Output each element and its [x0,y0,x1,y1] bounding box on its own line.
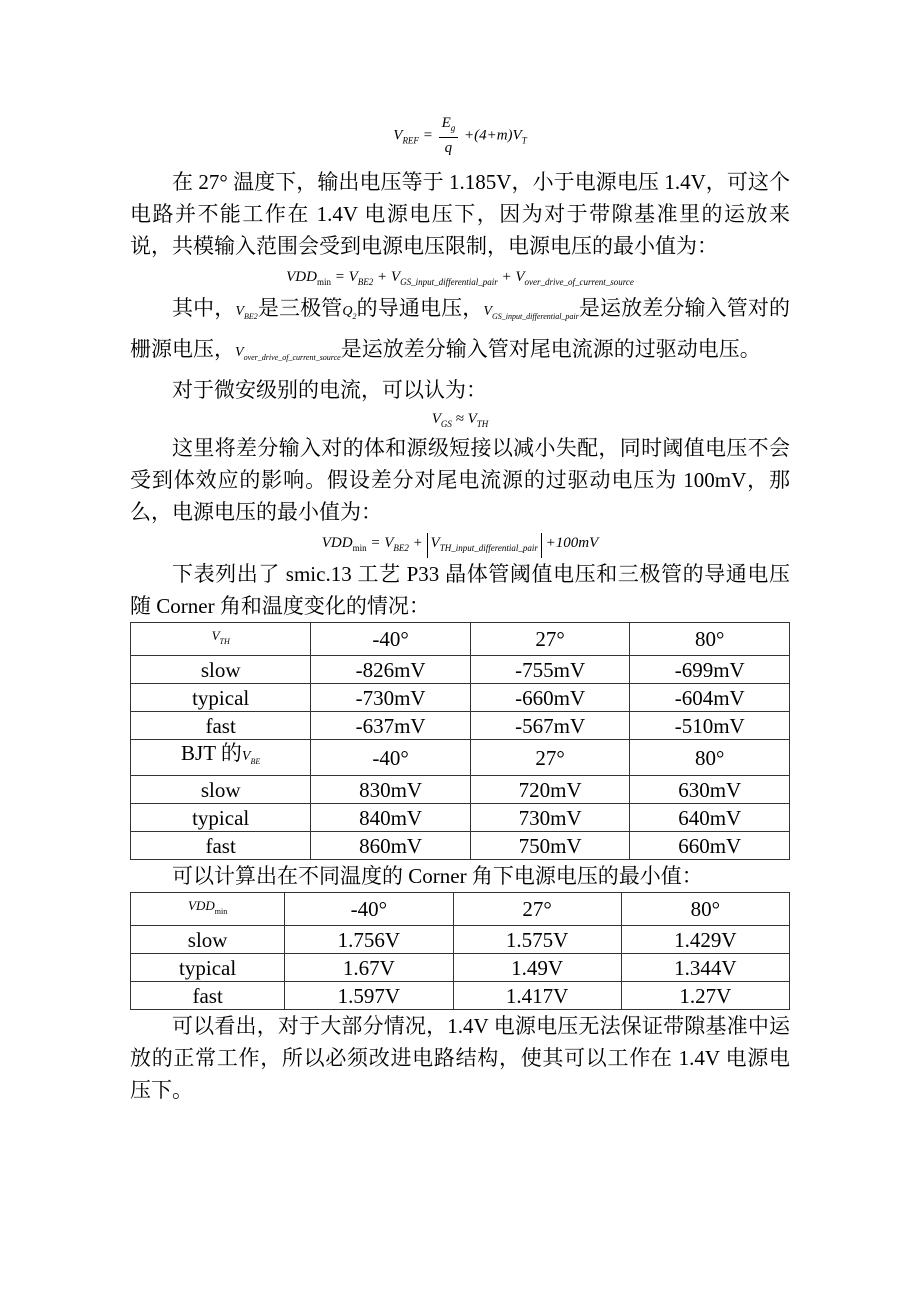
paragraph-1: 在 27° 温度下，输出电压等于 1.185V，小于电源电压 1.4V，可这个电路并不能工作在 1.4V 电源电压下，因为对于带隙基准里的运放来说，共模输入范围会受到电源电压限制，电源电压的最小值为： [130,170,790,258]
equation-vgs-approx: $V_{GS} \approx V_{TH}$ [431,411,489,429]
table-row: typical -730mV -660mV -604mV [131,684,790,712]
table-header-cell: -40° [285,893,453,926]
paragraph-7: 可以看出，对于大部分情况，1.4V 电源电压无法保证带隙基准中运放的正常工作，所以必须改进电路结构，使其可以工作在 1.4V 电源电压下。 [130,1014,790,1102]
table-header-cell: 80° [630,740,790,776]
table-header-cell: BJT 的$V_{BE}$ [131,740,311,776]
paragraph-4: 这里将差分输入对的体和源级短接以减小失配，同时阈值电压不会受到体效应的影响。假设差分对尾电流源的过驱动电压为 100mV，那么，电源电压的最小值为： [130,436,790,524]
table-header-cell: -40° [311,623,471,656]
table-row: slow 830mV 720mV 630mV [131,776,790,804]
table-row: fast -637mV -567mV -510mV [131,712,790,740]
table-header-row [131,623,790,656]
table-header-cell: 80° [621,893,789,926]
table-header-cell: $V_{TH}$ [131,623,311,656]
table-header-row [131,893,790,926]
fraction: $\frac{E_g}{q}$ [439,114,459,158]
table-row: typical 1.67V 1.49V 1.344V [131,954,790,982]
table-header-cell: $VDD_{min}$ [131,893,285,926]
table-header-row [131,740,790,776]
vdd-min-table [130,892,790,1010]
table-header-cell: -40° [311,740,471,776]
absolute-value: $V_{TH\_input\_differential\_pair}$ [427,533,542,558]
equation-vdd-min-2: $VDD_{min} = V_{BE2} + V_{TH\_input\_differential\_pair} +100mV$ [130,528,790,558]
document-page [130,100,790,1106]
table-header-cell: 27° [453,893,621,926]
table-row: fast 860mV 750mV 660mV [131,832,790,860]
table-row: fast 1.597V 1.417V 1.27V [131,982,790,1010]
table-row: slow -826mV -755mV -699mV [131,656,790,684]
table-row: typical 840mV 730mV 640mV [131,804,790,832]
paragraph-5: 下表列出了 smic.13 工艺 P33 晶体管阈值电压和三极管的导通电压随 Corner 角和温度变化的情况： [130,562,790,618]
equation-vdd-min: $VDD_{min} = V_{BE2} + V_{GS\_input\_differential\_pair} + V_{over\_drive\_of\_current\_source}$ [286,269,634,287]
equation-vref: $V_{REF}$ = $\frac{E_g}{q}$ $+(4+m)V_T$ [393,115,527,156]
paragraph-6: 可以计算出在不同温度的 Corner 角下电源电压的最小值： [172,864,703,888]
table-header-cell: 27° [470,740,630,776]
threshold-voltage-table [130,622,790,860]
paragraph-2: 其中，$V_{BE2}$是三极管$Q_2$的导通电压，$V_{GS\_input\_differential\_pair}$是运放差分输入管对的栅源电压，$V_{over\_drive\_of\_current\_source}$是运放差分输入管对尾电流源的过驱动电压。 [130,296,791,362]
table-header-cell: 27° [470,623,630,656]
table-header-cell: 80° [630,623,790,656]
paragraph-3: 对于微安级别的电流，可以认为： [172,378,487,402]
table-row: slow 1.756V 1.575V 1.429V [131,926,790,954]
